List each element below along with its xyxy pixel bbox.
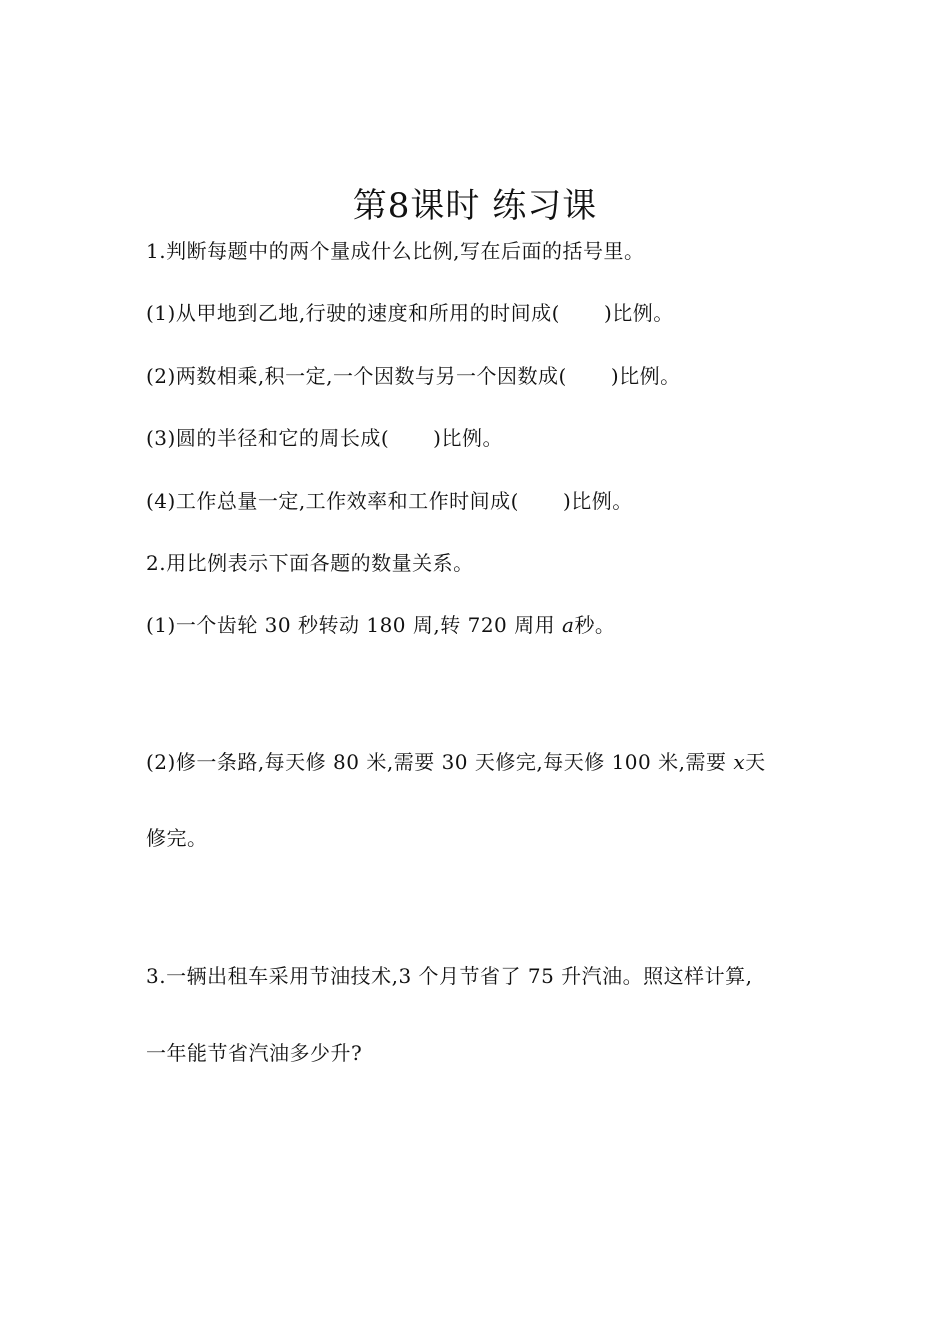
variable-a: a [562, 613, 575, 637]
question-1-item-2 [146, 362, 681, 390]
question-3-line-2: 一年能节省汽油多少升? [146, 1041, 363, 1065]
item-text-end: 天 [745, 750, 766, 774]
question-1-item-1 [146, 299, 674, 327]
variable-x: x [733, 750, 746, 774]
page-title: 第8课时 练习课 [352, 186, 598, 226]
item-text-end: )比例。 [610, 364, 681, 388]
item-text: (4)工作总量一定,工作效率和工作时间成( [146, 489, 519, 513]
question-2-item-2-line-2: 修完。 [146, 826, 208, 850]
question-2-stem: 2.用比例表示下面各题的数量关系。 [146, 551, 474, 575]
question-2-item-1 [146, 611, 615, 639]
question-1-item-3 [146, 424, 503, 452]
item-text: (1)从甲地到乙地,行驶的速度和所用的时间成( [146, 301, 560, 325]
item-text-end: 秒。 [574, 613, 616, 637]
item-text-end: )比例。 [433, 426, 503, 450]
question-1-stem: 1.判断每题中的两个量成什么比例,写在后面的括号里。 [146, 239, 645, 263]
item-text-end: )比例。 [563, 489, 633, 513]
question-2-item-2-line-1 [146, 748, 766, 776]
item-text: (2)修一条路,每天修 80 米,需要 30 天修完,每天修 100 米,需要 [146, 750, 734, 774]
item-text: (1)一个齿轮 30 秒转动 180 周,转 720 周用 [146, 613, 562, 637]
question-3-line-1: 3.一辆出租车采用节油技术,3 个月节省了 75 升汽油。照这样计算, [146, 964, 753, 988]
question-1-item-4 [146, 487, 633, 515]
item-text: (2)两数相乘,积一定,一个因数与另一个因数成( [146, 364, 567, 388]
item-text-end: )比例。 [604, 301, 674, 325]
item-text: (3)圆的半径和它的周长成( [146, 426, 390, 450]
